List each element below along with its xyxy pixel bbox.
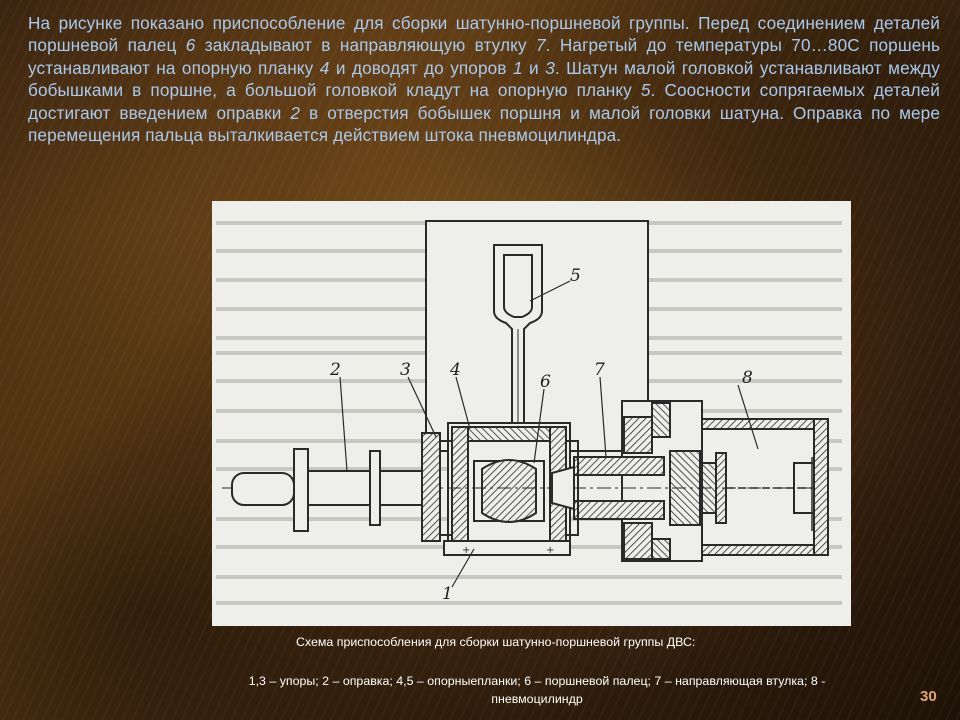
ref-number: 3 [545, 57, 555, 78]
page-number: 30 [920, 688, 937, 705]
figure-legend: 1,3 – упоры; 2 – оправка; 4,5 – опорныепланки; 6 – поршневой палец; 7 – направляющая втулка; 8 - пневмоцилиндр [248, 674, 826, 706]
callout-5: 5 [570, 266, 581, 286]
ref-number: 1 [512, 57, 523, 78]
callout-7: 7 [594, 360, 605, 380]
ref-number: 5 [640, 80, 651, 101]
figure-caption: Схема приспособления для сборки шатунно-поршневой группы ДВС: [296, 635, 696, 649]
body-segment: На рисунке показано приспособление для сборки шатунно-поршневой группы. Перед соединением деталей поршневой палец [28, 13, 940, 56]
mandrel [232, 473, 294, 505]
callout-3: 3 [400, 360, 411, 380]
callout-6: 6 [540, 372, 551, 392]
ref-number: 4 [319, 57, 330, 78]
body-segment: . Нагретый до температуры 70…80С поршень устанавливают на опорную планку [28, 35, 941, 78]
ref-number: 7 [536, 35, 546, 56]
body-segment: . Шатун малой головкой устанавливают между бобышками в поршне, а большой головкой кладут на опорную планку [28, 57, 940, 101]
body-segment: и доводят до упоров [329, 57, 513, 78]
body-segment: . Соосности сопрягаемых деталей достигают введением оправки [28, 80, 940, 123]
body-segment: закладывают в направляющую втулку [195, 35, 536, 56]
body-segment: в отверстия бобышек поршня и малой головки шатуна. Оправка по мере перемещения пальца выталкивается действием штока пневмоцилиндра. [28, 102, 941, 146]
guide-sleeve [574, 457, 664, 475]
assembly-fixture-diagram [212, 201, 851, 626]
callout-1: 1 [442, 584, 453, 604]
ref-number: 2 [290, 102, 301, 123]
callout-2: 2 [330, 360, 341, 380]
callout-4: 4 [450, 360, 461, 380]
ref-number: 6 [185, 35, 196, 56]
svg-text:+: + [462, 545, 471, 556]
body-segment: и [522, 57, 546, 78]
svg-text:+: + [546, 545, 555, 556]
slide-body-text [28, 12, 940, 146]
callout-8: 8 [742, 368, 753, 388]
